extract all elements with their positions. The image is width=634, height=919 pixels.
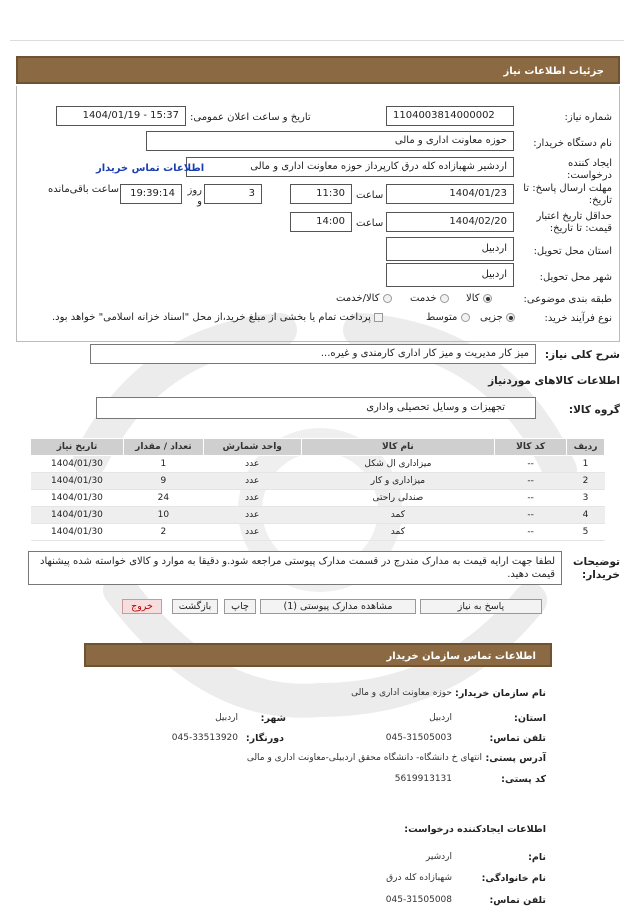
attachments-button[interactable]: مشاهده مدارک پیوستی (1)	[260, 599, 416, 614]
family-label: نام خانوادگی:	[481, 873, 546, 884]
group-label: گروه کالا:	[568, 404, 620, 416]
category-option-goods[interactable]: کالا	[466, 293, 492, 304]
org-label: نام سازمان خریدار:	[455, 688, 546, 699]
notes-field[interactable]: لطفا جهت ارایه قیمت به مدارک مندرج در قسمت مدارک پیوستی مراجعه شود.و دقیقا به موارد و کالای خواسته شده پیشنهاد قیمت دهید.	[28, 551, 562, 585]
col-row: ردیف	[567, 439, 605, 456]
goods-title: اطلاعات کالاهای موردنیاز	[488, 375, 620, 387]
city-info-label: شهر:	[260, 713, 286, 724]
col-name: نام کالا	[301, 439, 495, 456]
creator-phone-value: 045-31505008	[385, 895, 452, 905]
buyer-contact-link[interactable]: اطلاعات تماس خریدار	[96, 163, 205, 174]
table-row: 1 -- میزاداری ال شکل عدد 1 1404/01/30	[31, 456, 605, 473]
goods-table	[30, 438, 605, 541]
table-row: 3 -- صندلی راحتی عدد 24 1404/01/30	[31, 490, 605, 507]
family-value: شهبازاده کله درق	[386, 873, 452, 883]
details-header	[16, 56, 620, 84]
table-header-row	[31, 439, 605, 456]
radio-icon	[440, 294, 449, 303]
city-label: شهر محل تحویل:	[539, 272, 612, 283]
creator-phone-label: تلفن تماس:	[489, 895, 546, 906]
province-info-label: استان:	[514, 713, 546, 724]
contact-header	[84, 643, 552, 667]
print-button[interactable]: چاپ	[224, 599, 256, 614]
validity-label: حداقل تاریخ اعتبار قیمت: تا تاریخ:	[536, 211, 612, 234]
city-field[interactable]: اردبیل	[386, 263, 514, 287]
radio-icon	[461, 313, 470, 322]
validity-time-field[interactable]: 14:00	[290, 212, 352, 232]
deadline-date-field[interactable]: 1404/01/23	[386, 184, 514, 204]
process-option-minor[interactable]: جزیی	[480, 312, 515, 323]
radio-selected-icon	[483, 294, 492, 303]
col-date: تاریخ نیاز	[31, 439, 124, 456]
col-code: کد کالا	[495, 439, 567, 456]
phone-value: 045-31505003	[385, 733, 452, 743]
radio-selected-icon	[506, 313, 515, 322]
postal-value: 5619913131	[394, 774, 452, 784]
days-field[interactable]: 3	[204, 184, 262, 204]
name-label: نام:	[528, 852, 546, 863]
province-field[interactable]: اردبیل	[386, 237, 514, 261]
checkbox-icon	[374, 313, 383, 322]
creator-label: ایجاد کننده درخواست:	[567, 158, 612, 181]
summary-field[interactable]: میز کار مدیریت و میز کار اداری کارمندی و غیره...	[90, 344, 536, 364]
validity-time-label: ساعت	[356, 218, 384, 229]
creator-field[interactable]: اردشیر شهبازاده کله درق کارپرداز حوزه معاونت اداری و مالی	[186, 157, 514, 177]
org-value: حوزه معاونت اداری و مالی	[351, 688, 452, 698]
payment-note: پرداخت تمام یا بخشی از مبلغ خرید،از محل "اسناد خزانه اسلامی" خواهد بود.	[52, 312, 371, 323]
exit-button[interactable]: خروج	[122, 599, 162, 614]
deadline-time-label: ساعت	[356, 190, 384, 201]
fax-value: 045-33513920	[171, 733, 238, 743]
table-row: 4 -- کمد عدد 10 1404/01/30	[31, 507, 605, 524]
announce-field[interactable]: 1404/01/19 - 15:37	[56, 106, 186, 126]
reply-button[interactable]: پاسخ به نیاز	[420, 599, 542, 614]
col-unit: واحد شمارش	[203, 439, 301, 456]
table-row: 5 -- کمد عدد 2 1404/01/30	[31, 524, 605, 541]
address-value: انتهای خ دانشگاه- دانشگاه محقق اردبیلی-معاونت اداری و مالی	[246, 753, 482, 763]
category-label: طبقه بندی موضوعی:	[523, 294, 612, 305]
summary-label: شرح کلی نیاز:	[544, 349, 620, 361]
announce-label: تاریخ و ساعت اعلان عمومی:	[190, 112, 311, 123]
postal-label: کد پستی:	[501, 774, 546, 785]
remaining-label: ساعت باقی‌مانده	[48, 184, 120, 195]
phone-label: تلفن تماس:	[489, 733, 546, 744]
province-info-value: اردبیل	[429, 713, 452, 723]
radio-icon	[383, 294, 392, 303]
category-option-service[interactable]: خدمت	[410, 293, 449, 304]
buyer-label: نام دستگاه خریدار:	[533, 138, 612, 149]
payment-checkbox-row[interactable]	[52, 312, 383, 323]
validity-date-field[interactable]: 1404/02/20	[386, 212, 514, 232]
back-button[interactable]: بازگشت	[172, 599, 218, 614]
category-option-both[interactable]: کالا/خدمت	[336, 293, 392, 304]
remaining-time-field[interactable]: 19:39:14	[120, 184, 182, 204]
need-number-label: شماره نیاز:	[564, 112, 612, 123]
province-label: استان محل تحویل:	[533, 246, 612, 257]
process-option-medium[interactable]: متوسط	[426, 312, 470, 323]
process-label: نوع فرآیند خرید:	[544, 313, 612, 324]
top-divider	[10, 40, 624, 41]
city-info-value: اردبیل	[215, 713, 238, 723]
name-value: اردشیر	[425, 852, 452, 862]
col-qty: تعداد / مقدار	[123, 439, 203, 456]
buyer-field[interactable]: حوزه معاونت اداری و مالی	[146, 131, 514, 151]
deadline-time-field[interactable]: 11:30	[290, 184, 352, 204]
days-label: روز و	[187, 185, 202, 207]
table-row: 2 -- میزاداری و کار عدد 9 1404/01/30	[31, 473, 605, 490]
creator-info-title: اطلاعات ایجادکننده درخواست:	[404, 824, 546, 835]
notes-label: توضیحات خریدار:	[572, 556, 620, 581]
address-label: آدرس پستی:	[485, 753, 546, 764]
group-field[interactable]: تجهیزات و وسایل تحصیلی واداری	[96, 397, 536, 419]
need-number-field[interactable]: 1104003814000002	[386, 106, 514, 126]
details-header-title: جزئیات اطلاعات نیاز	[503, 66, 604, 77]
fax-label: دورنگار:	[245, 733, 284, 744]
contact-header-title: اطلاعات تماس سازمان خریدار	[386, 651, 536, 662]
deadline-label: مهلت ارسال پاسخ: تا تاریخ:	[523, 183, 612, 206]
